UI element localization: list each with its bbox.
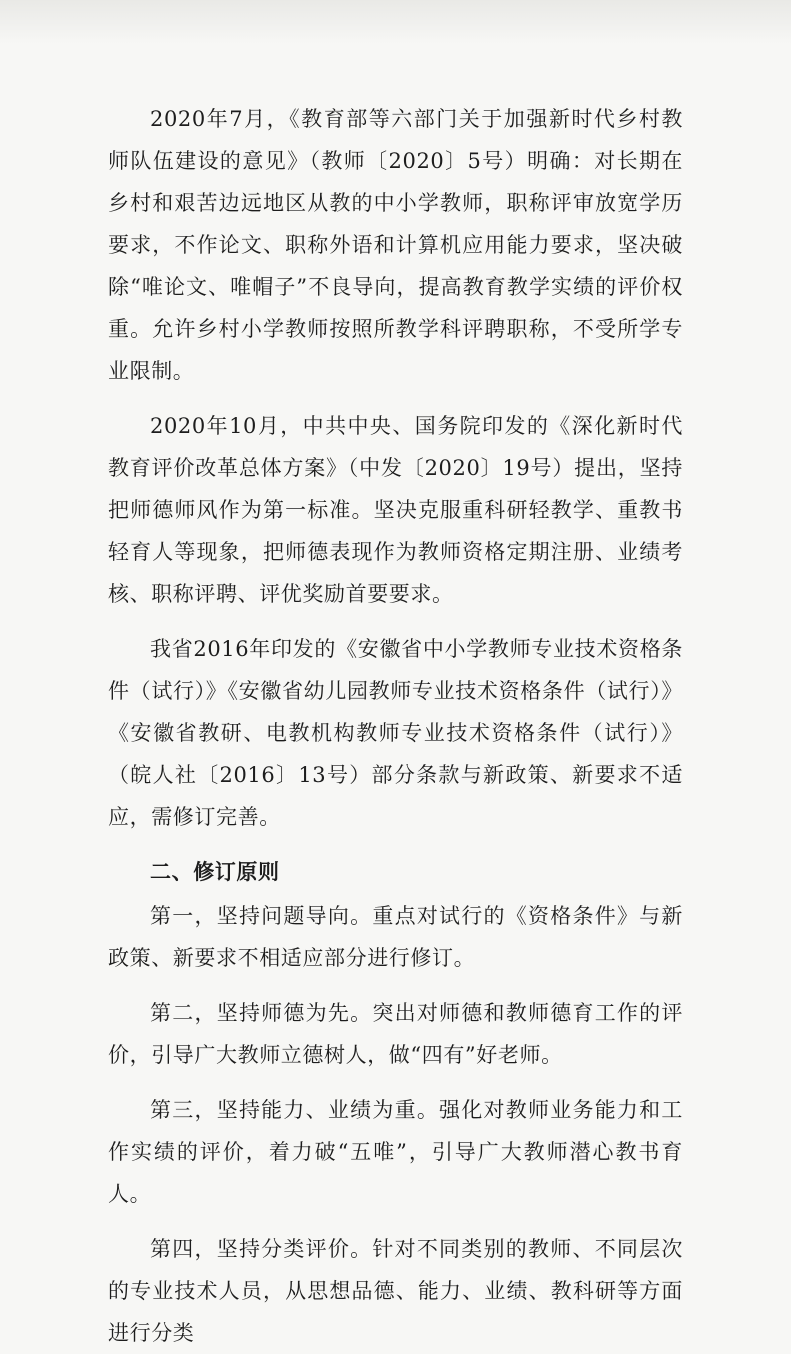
paragraph-rural-teachers: 2020年7月，《教育部等六部门关于加强新时代乡村教师队伍建设的意见》（教师〔2020〕5号）明确：对长期在乡村和艰苦边远地区从教的中小学教师，职称评审放宽学历要求，不作论文、职称外语和计算机应用能力要求，坚决破除“唯论文、唯帽子”不良导向，提高教育教学实绩的评价权重。允许乡村小学教师按照所教学科评聘职称，不受所学专业限制。 [108, 107, 683, 383]
scan-shadow [0, 0, 791, 44]
principle-three: 第三，坚持能力、业绩为重。强化对教师业务能力和工作实绩的评价，着力破“五唯”，引导广大教师潜心教书育人。 [108, 1098, 683, 1206]
principle-one: 第一，坚持问题导向。重点对试行的《资格条件》与新政策、新要求不相适应部分进行修订。 [108, 904, 683, 970]
section-heading: 二、修订原则 [150, 860, 280, 884]
paragraph-anhui-conditions: 我省2016年印发的《安徽省中小学教师专业技术资格条件（试行）》《安徽省幼儿园教师专业技术资格条件（试行）》《安徽省教研、电教机构教师专业技术资格条件（试行）》（皖人社〔2016〕13号）部分条款与新政策、新要求不适应，需修订完善。 [108, 637, 683, 829]
paragraph-evaluation-reform: 2020年10月，中共中央、国务院印发的《深化新时代教育评价改革总体方案》（中发〔2020〕19号）提出，坚持把师德师风作为第一标准。坚决克服重科研轻教学、重教书轻育人等现象，把师德表现作为教师资格定期注册、业绩考核、职称评聘、评优奖励首要要求。 [108, 414, 683, 606]
principle-four: 第四，坚持分类评价。针对不同类别的教师、不同层次的专业技术人员，从思想品德、能力、业绩、教科研等方面进行分类 [108, 1237, 683, 1345]
principle-two: 第二，坚持师德为先。突出对师德和教师德育工作的评价，引导广大教师立德树人，做“四有”好老师。 [108, 1001, 683, 1067]
